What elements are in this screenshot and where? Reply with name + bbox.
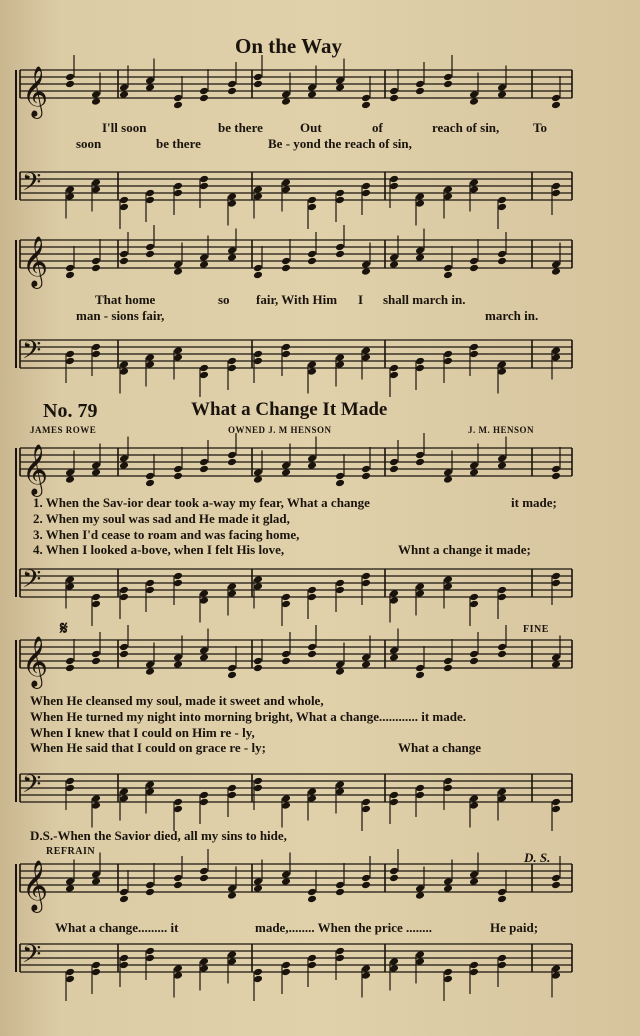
note <box>199 94 209 103</box>
lyric-s2-1: That home <box>95 292 156 307</box>
note <box>199 465 209 474</box>
note <box>119 257 129 266</box>
lyric-s1-4: of <box>372 120 383 135</box>
lyric-s1-1: I'll soon <box>102 120 147 135</box>
bass-clef-icon: 𝄢 <box>22 336 42 371</box>
note <box>145 479 155 488</box>
ds-line: D.S.-When the Savior died, all my sins to hide, <box>30 828 287 843</box>
lyric-s1-6: To <box>533 120 547 135</box>
note <box>443 271 453 280</box>
lyric-s2-4: I <box>358 292 364 307</box>
refrain-lyric-3: He paid; <box>490 920 539 935</box>
bass-clef-icon: 𝄢 <box>22 770 42 805</box>
verse-b-4: When He said that I could on grace re - ly; <box>30 740 266 755</box>
staff <box>20 448 572 476</box>
verse-2: 2. When my soul was sad and He made it glad, <box>33 511 290 526</box>
note <box>253 80 263 89</box>
hymn-number: No. 79 <box>43 400 98 422</box>
treble-clef-icon: 𝄞 <box>22 236 49 287</box>
segno-icon: 𝄋 <box>60 618 68 638</box>
note <box>145 250 155 259</box>
song2-title: What a Change It Made <box>191 399 388 420</box>
staff <box>20 340 572 368</box>
staff <box>20 774 572 802</box>
note <box>361 101 371 110</box>
lyric-a2-2: march in. <box>485 308 539 323</box>
lyric-s1-5: reach of sin, <box>432 120 500 135</box>
lyric-s1-2: be there <box>218 120 263 135</box>
verse-1: 1. When the Sav-ior dear took a-way my fear, What a change <box>33 495 370 510</box>
verse-b-3: When I knew that I could on Him re - ly, <box>30 725 255 740</box>
note <box>307 650 317 659</box>
lyric-a1-3: Be - yond the reach of sin, <box>268 136 412 151</box>
note <box>173 101 183 110</box>
note <box>443 80 453 89</box>
bass-clef-icon: 𝄢 <box>22 565 42 600</box>
lyric-a1-1: soon <box>76 136 102 151</box>
note <box>227 458 237 467</box>
note <box>253 664 263 673</box>
note <box>389 465 399 474</box>
note <box>65 80 75 89</box>
lyric-s2-2: so <box>218 292 230 307</box>
lyric-a2-1: man - sions fair, <box>76 308 165 323</box>
song1-title: On the Way <box>235 34 342 58</box>
note <box>307 257 317 266</box>
note <box>497 257 507 266</box>
lyric-s1-3: Out <box>300 120 322 135</box>
note <box>361 881 371 890</box>
note <box>335 250 345 259</box>
note <box>173 472 183 481</box>
note <box>443 664 453 673</box>
staff <box>20 640 572 668</box>
fine-mark: FINE <box>523 624 549 635</box>
bass-clef-icon: 𝄢 <box>22 940 42 975</box>
note <box>227 671 237 680</box>
note <box>91 264 101 273</box>
treble-clef-icon: 𝄞 <box>22 636 49 687</box>
treble-clef-icon: 𝄞 <box>22 444 49 495</box>
words-by: JAMES ROWE <box>30 425 97 435</box>
verse-3: 3. When I'd cease to roam and was facing home, <box>33 527 300 542</box>
note <box>253 271 263 280</box>
note <box>281 657 291 666</box>
note <box>335 479 345 488</box>
note <box>469 264 479 273</box>
treble-clef-icon: 𝄞 <box>22 66 49 117</box>
staff <box>20 172 572 200</box>
note <box>145 888 155 897</box>
staff <box>20 70 572 98</box>
note <box>551 472 561 481</box>
note <box>497 895 507 904</box>
staff <box>20 944 572 972</box>
treble-clef-icon: 𝄞 <box>22 860 49 911</box>
note <box>415 671 425 680</box>
note <box>551 101 561 110</box>
verse-4: 4. When I looked a-bove, when I felt His love, <box>33 542 285 557</box>
lyric-a1-2: be there <box>156 136 201 151</box>
owner: OWNED J. M HENSON <box>228 425 332 435</box>
note <box>119 895 129 904</box>
note <box>65 271 75 280</box>
note <box>307 895 317 904</box>
verse-4-tail: Whnt a change it made; <box>398 542 531 557</box>
note <box>389 874 399 883</box>
note <box>415 87 425 96</box>
refrain-lyric-1: What a change......... it <box>55 920 179 935</box>
note <box>199 874 209 883</box>
note <box>65 664 75 673</box>
note <box>469 657 479 666</box>
note <box>415 458 425 467</box>
staff <box>20 569 572 597</box>
lyric-s2-3: fair, With Him <box>256 292 338 307</box>
note <box>281 264 291 273</box>
bass-clef-icon: 𝄢 <box>22 168 42 203</box>
ds-mark: D. S. <box>524 850 551 865</box>
refrain-lyric-2: made,........ When the price ........ <box>255 920 433 935</box>
verse-b-tail: What a change <box>398 740 482 755</box>
note <box>335 888 345 897</box>
verse-b-1: When He cleansed my soul, made it sweet and whole, <box>30 693 324 708</box>
note <box>497 650 507 659</box>
note <box>361 472 371 481</box>
note <box>227 87 237 96</box>
lyric-s2-5: shall march in. <box>383 292 466 307</box>
refrain-label: REFRAIN <box>46 846 96 857</box>
music-by: J. M. HENSON <box>468 425 535 435</box>
staff <box>20 864 572 892</box>
verse-b-2: When He turned my night into morning bright, What a change............ it made. <box>30 709 467 724</box>
note <box>91 657 101 666</box>
note <box>551 881 561 890</box>
verse-1-tail: it made; <box>511 495 557 510</box>
staff <box>20 240 572 268</box>
note <box>173 881 183 890</box>
note <box>389 94 399 103</box>
note <box>119 650 129 659</box>
